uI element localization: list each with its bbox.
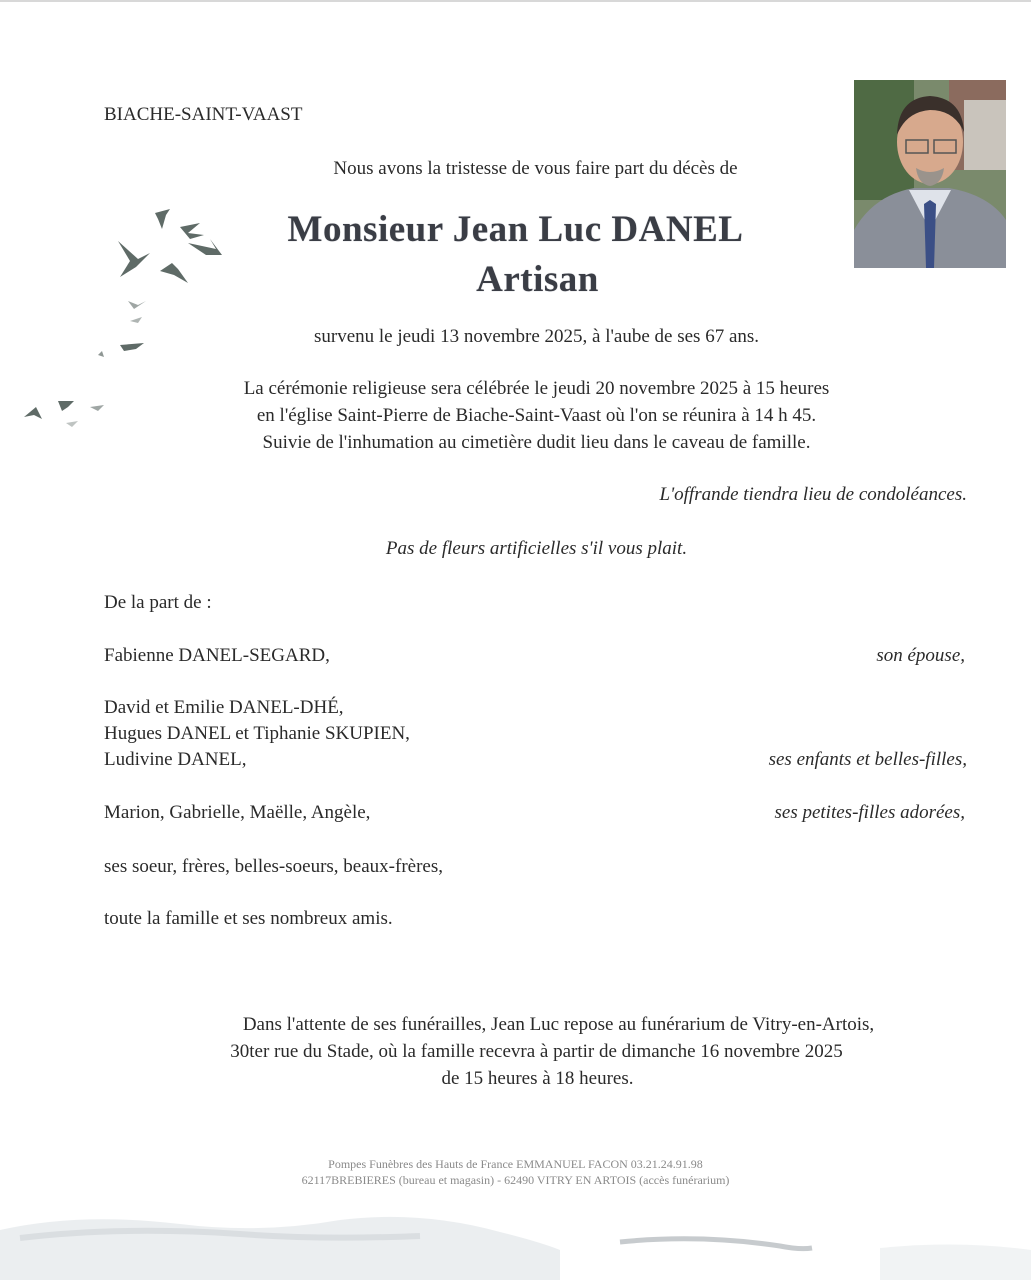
- family-friends-line: toute la famille et ses nombreux amis.: [104, 908, 393, 929]
- from-label: De la part de :: [104, 592, 212, 613]
- funeral-home-line-1: Pompes Funèbres des Hauts de France EMMANUEL FACON 03.21.24.91.98: [328, 1157, 703, 1171]
- bird-icon: [130, 317, 142, 323]
- bird-icon: [98, 351, 104, 357]
- grandchildren-names: Marion, Gabrielle, Maëlle, Angèle,: [104, 802, 371, 823]
- viewing-line-1: Dans l'attente de ses funérailles, Jean Luc repose au funérarium de Vitry-en-Artois,: [242, 1014, 875, 1035]
- bird-icon: [128, 301, 146, 309]
- location-label: BIACHE-SAINT-VAAST: [104, 104, 303, 125]
- siblings-line: ses soeur, frères, belles-soeurs, beaux-frères,: [104, 856, 443, 877]
- child-name-3: Ludivine DANEL,: [104, 749, 247, 770]
- child-name-1: David et Emilie DANEL-DHÉ,: [104, 697, 344, 718]
- intro-text: Nous avons la tristesse de vous faire part du décès de: [333, 158, 738, 179]
- child-name-2: Hugues DANEL et Tiphanie SKUPIEN,: [104, 723, 410, 744]
- spouse-relation: son épouse,: [876, 645, 965, 666]
- deceased-profession: Artisan: [476, 259, 599, 300]
- ceremony-line-3: Suivie de l'inhumation au cimetière dudit lieu dans le caveau de famille.: [262, 432, 811, 453]
- top-border: [0, 0, 1031, 2]
- watercolor-wash: [0, 1190, 1031, 1280]
- funeral-home-line-2: 62117BREBIERES (bureau et magasin) - 62490 VITRY EN ARTOIS (accès funérarium): [301, 1173, 730, 1187]
- viewing-line-3: de 15 heures à 18 heures.: [441, 1068, 634, 1089]
- grandchildren-relation: ses petites-filles adorées,: [774, 802, 965, 823]
- spouse-name: Fabienne DANEL-SEGARD,: [104, 645, 330, 666]
- ceremony-line-1: La cérémonie religieuse sera célébrée le jeudi 20 novembre 2025 à 15 heures: [243, 378, 830, 399]
- ceremony-line-2: en l'église Saint-Pierre de Biache-Saint-Vaast où l'on se réunira à 14 h 45.: [256, 405, 817, 426]
- death-notice: survenu le jeudi 13 novembre 2025, à l'aube de ses 67 ans.: [313, 326, 760, 347]
- offering-note: L'offrande tiendra lieu de condoléances.: [659, 484, 967, 505]
- viewing-line-2: 30ter rue du Stade, où la famille recevra à partir de dimanche 16 novembre 2025: [230, 1041, 843, 1062]
- deceased-name: Monsieur Jean Luc DANEL: [287, 209, 744, 250]
- children-relation: ses enfants et belles-filles,: [768, 749, 967, 770]
- no-flowers-note: Pas de fleurs artificielles s'il vous plait.: [385, 538, 688, 559]
